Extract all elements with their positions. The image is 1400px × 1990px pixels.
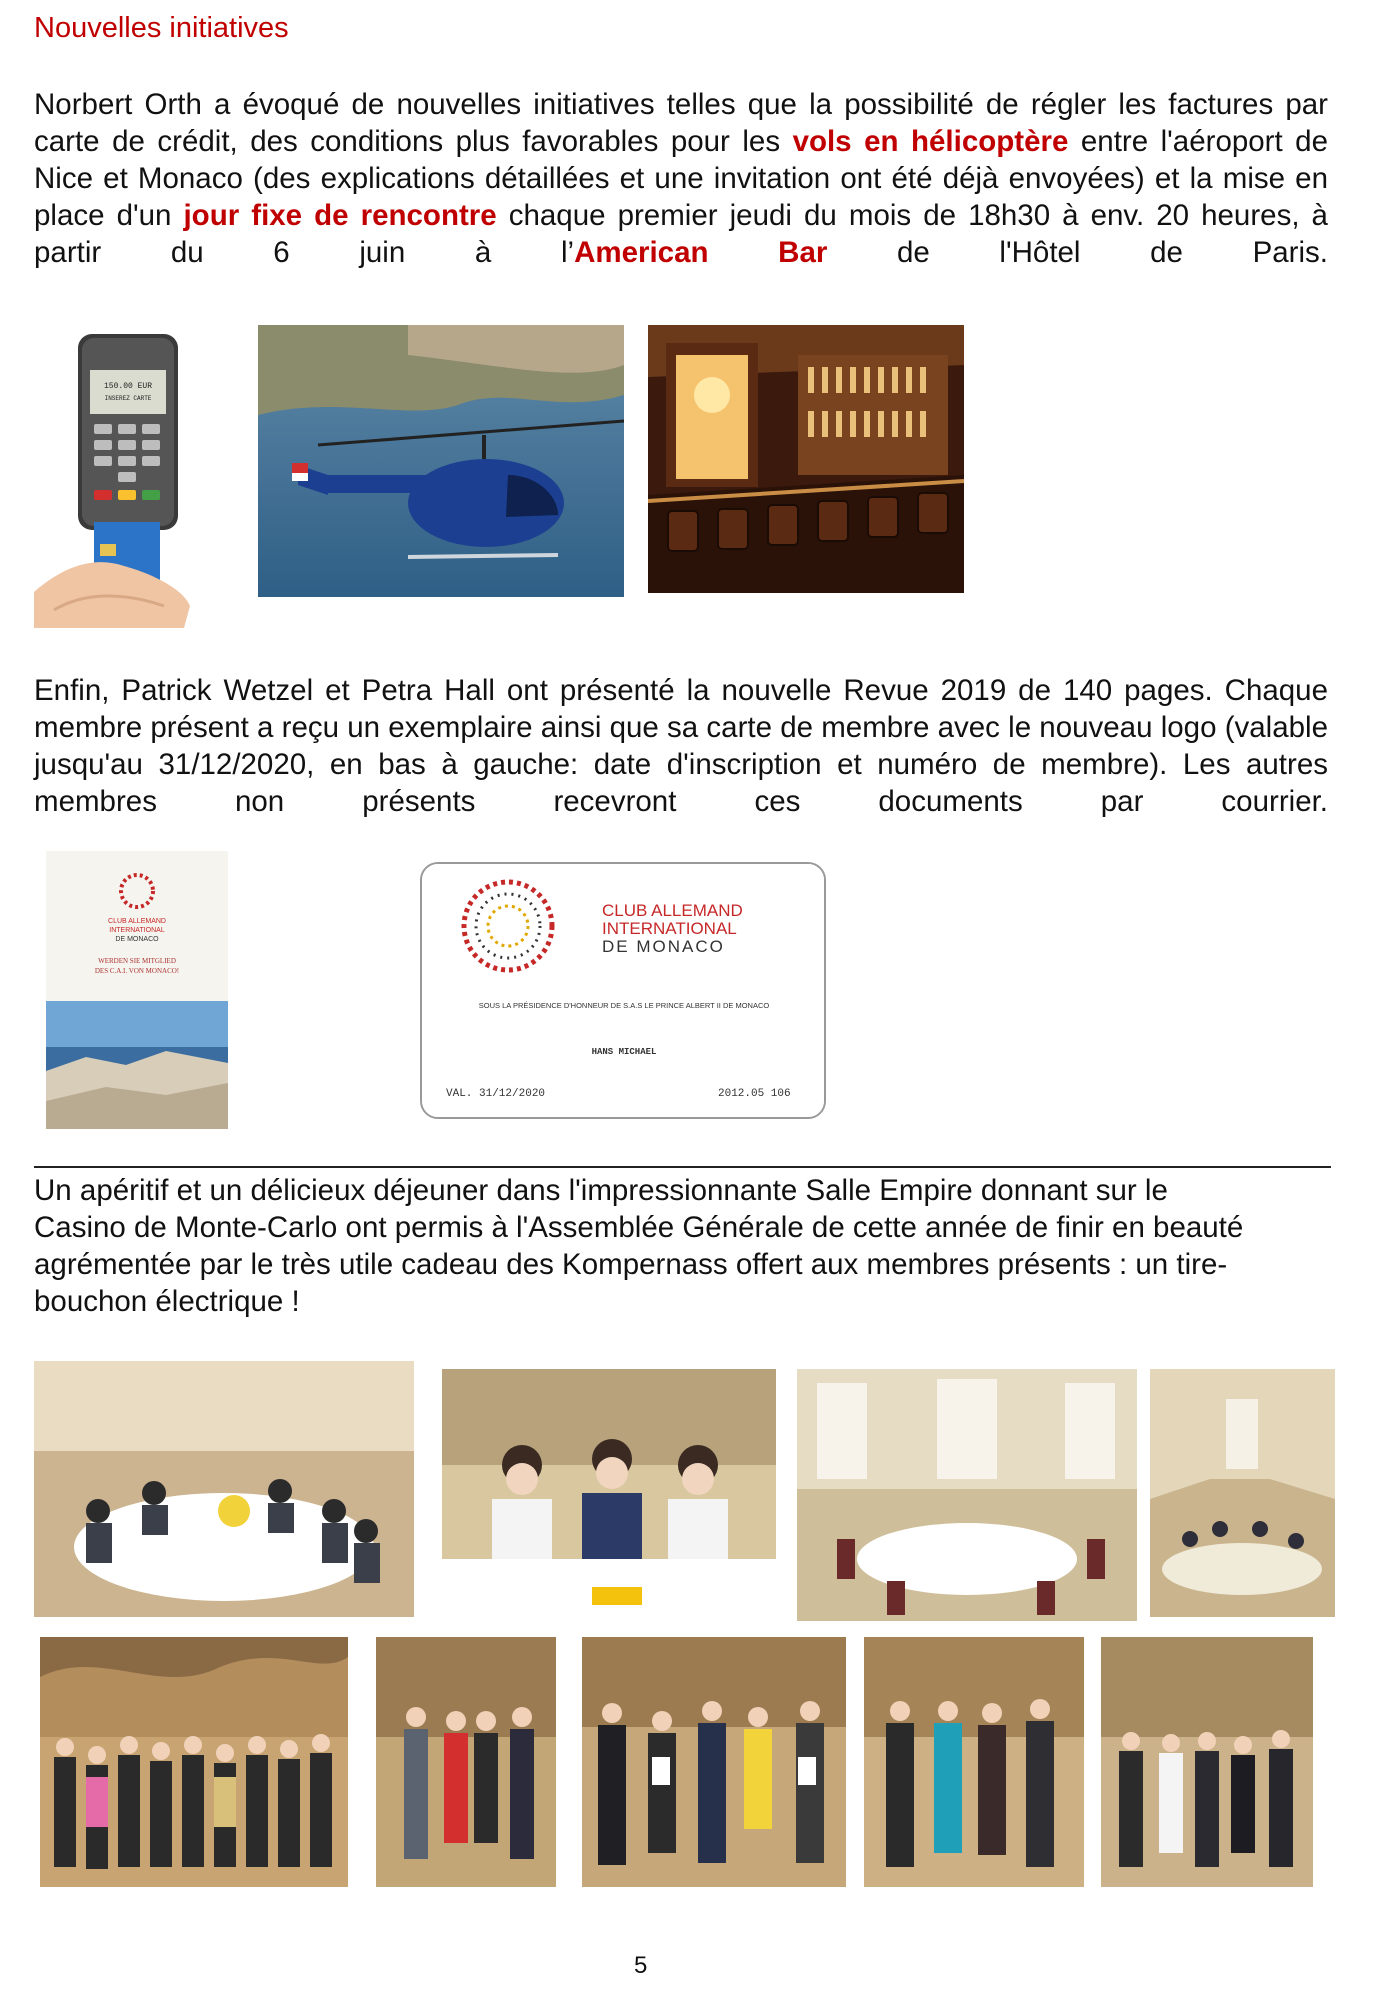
lunch-paragraph: Un apéritif et un délicieux déjeuner dans l'impressionnante Salle Empire donnant sur le Casino de Monte-Carlo ont permis à l'Assemblée Générale de cette année de finir en beauté agrémentée par le très utile cadeau des Kompernass offert aux membres présents : un tire-bouchon électrique ! [34,1174,1244,1318]
initiatives-paragraph [34,86,1328,271]
hall-view-photo [1150,1369,1335,1617]
revue-paragraph: Enfin, Patrick Wetzel et Petra Hall ont présenté la nouvelle Revue 2019 de 140 pages. Chaque membre présent a reçu un exemplaire ainsi que sa carte de membre avec le nouveau logo (valable jusqu'au 31/12/2020, en bas à gauche: date d'inscription et numéro de membre). Les autres membres non présents recevront ces documents par courrier. [34,674,1328,818]
brochure-tagline1: WERDEN SIE MITGLIED [98,957,176,965]
card-club-line3: DE MONACO [602,937,725,956]
helicopter-highlight: vols en hélicoptère [792,125,1069,158]
section-divider [34,1166,1331,1168]
brochure-tagline2: DES C.A.I. VON MONACO! [94,967,180,975]
member-card-photo [420,862,826,1119]
card-member-name: HANS MICHAEL [591,1047,657,1057]
three-ladies-photo [442,1369,776,1615]
card-validity: VAL. 31/12/2020 [446,1088,546,1100]
american-bar-highlight: American Bar [574,236,828,269]
card-club-line2: INTERNATIONAL [602,919,737,938]
terminal-amount: 150.00 EUR [103,382,153,391]
american-bar-photo [648,325,964,593]
group-photo-4 [864,1637,1084,1887]
p1-text-a: Norbert Orth a évoqué de nouvelles initiatives telles que la possibilité de régler les factures par carte de crédit, des conditions plus favorables pour les [34,88,1328,158]
p1-text-b: entre l'aéroport de Nice et Monaco (des explications détaillées et une invitation ont été déjà envoyées) et la mise en place d'un [34,125,1328,232]
p1-text-c: chaque premier jeudi du mois de 18h30 à env. 20 heures, à partir du 6 juin à l’ [34,199,1328,269]
group-photo-2 [376,1637,556,1887]
group-photo-3 [582,1637,846,1887]
helicopter-photo [258,325,624,597]
brochure-logo-line2: INTERNATIONAL [109,927,165,934]
terminal-prompt: INSEREZ CARTE [104,395,152,402]
section-heading: Nouvelles initiatives [34,12,289,44]
page-number: 5 [634,1952,648,1979]
card-club-line1: CLUB ALLEMAND [602,901,743,920]
card-patronage: SOUS LA PRÉSIDENCE D'HONNEUR DE S.A.S LE PRINCE ALBERT II DE MONACO [478,1001,770,1010]
lunch-round-table-photo [34,1361,414,1617]
group-photo-5 [1101,1637,1313,1887]
revue-brochure-photo [46,851,228,1129]
brochure-logo-line3: DE MONACO [115,936,159,943]
salle-empire-photo [797,1369,1137,1621]
group-photo-1 [40,1637,348,1887]
card-terminal-photo [34,330,192,628]
jour-fixe-highlight: jour fixe de rencontre [183,199,497,232]
card-member-number: 2012.05 106 [718,1088,791,1100]
p1-text-d: de l'Hôtel de Paris. [827,236,1328,269]
brochure-logo-line1: CLUB ALLEMAND [108,918,166,925]
